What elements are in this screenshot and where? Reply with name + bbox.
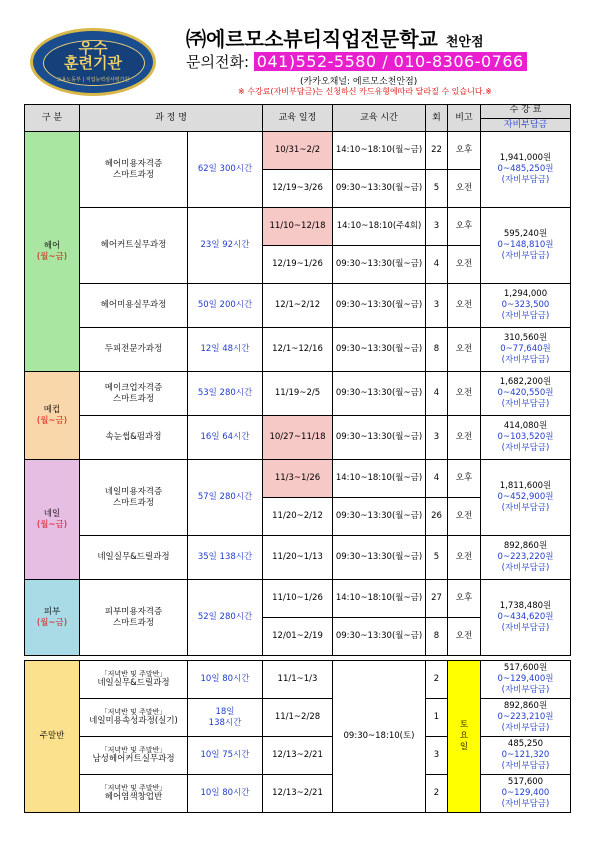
course-duration: 23일 92시간: [188, 208, 263, 284]
fee-label: (자비부담금): [501, 355, 550, 365]
time-cell: 09:30~13:30(월~금): [333, 328, 426, 372]
category-name: 메컵: [43, 404, 61, 415]
fee-cell: [481, 536, 571, 580]
course-rows: [25, 132, 571, 813]
table-row-weekend: [25, 775, 571, 813]
round-cell: 3: [426, 737, 448, 775]
table-row: [25, 372, 571, 416]
round-cell: 4: [426, 460, 448, 498]
seal-caption: 고용노동부 | 직업능력심사평가원: [56, 77, 130, 83]
kakao-channel: (카카오채널: 에르모소천안점): [300, 77, 418, 87]
table-row: [25, 536, 571, 580]
schedule-cell: 11/10~12/18: [263, 208, 333, 246]
round-cell: 8: [426, 328, 448, 372]
contact-line: [186, 51, 527, 72]
fee-cell: [481, 132, 571, 208]
course-duration: 35일 138시간: [188, 536, 263, 580]
course-duration: 10일 80시간: [188, 661, 263, 699]
table-row: [25, 132, 571, 170]
note-cell: 오전: [448, 498, 481, 536]
course-schedule-table: [24, 104, 571, 813]
day-cell: 토 요 일: [448, 661, 481, 813]
note-cell: 오전: [448, 536, 481, 580]
fee-total: 517,600: [507, 777, 544, 787]
schedule-cell: 11/1~2/28: [263, 699, 333, 737]
round-cell: 2: [426, 661, 448, 699]
table-row-weekend: [25, 737, 571, 775]
category-cell: 주말반: [25, 661, 80, 813]
fee-label: (자비부담금): [501, 251, 550, 261]
table-row: [25, 460, 571, 498]
category-days: (월~금): [36, 519, 68, 530]
fee-cell: [481, 661, 571, 699]
header-time: 교육 시간: [333, 105, 426, 132]
fee-label: (자비부담금): [501, 503, 550, 513]
weekend-tag: 「저녁반 및 주말반」: [100, 708, 167, 716]
fee-cell: [481, 284, 571, 328]
schedule-cell: 12/13~2/21: [263, 737, 333, 775]
course-duration: 10일 75시간: [188, 737, 263, 775]
course-duration: 16일 64시간: [188, 416, 263, 460]
time-cell: 09:30~13:30(월~금): [333, 284, 426, 328]
course-title: 네일미용속성과정(실기): [89, 716, 178, 726]
fee-label: (자비부담금): [501, 563, 550, 573]
fee-total: 485,250: [507, 739, 544, 749]
course-duration: 52일 280시간: [188, 580, 263, 656]
weekend-tag: 「저녁반 및 주말반」: [100, 746, 167, 754]
fee-label: (자비부담금): [501, 685, 550, 695]
schedule-cell: 11/3~1/26: [263, 460, 333, 498]
schedule-cell: 12/01~2/19: [263, 618, 333, 656]
note-cell: 오전: [448, 246, 481, 284]
course-name: [80, 775, 188, 813]
note-cell: 오전: [448, 416, 481, 460]
note-cell: 오전: [448, 372, 481, 416]
time-cell: 09:30~13:30(월~금): [333, 618, 426, 656]
fee-total: 1,682,200원: [499, 377, 552, 387]
fee-label: (자비부담금): [501, 311, 550, 321]
course-duration: 57일 280시간: [188, 460, 263, 536]
note-cell: 오후: [448, 580, 481, 618]
course-duration: 53일 280시간: [188, 372, 263, 416]
time-cell: 09:30~13:30(월~금): [333, 536, 426, 580]
branch-name: 천안점: [445, 35, 484, 50]
schedule-cell: 11/20~2/12: [263, 498, 333, 536]
note-cell: 오후: [448, 208, 481, 246]
phone-numbers[interactable]: 041)552-5580 / 010-8306-0766: [254, 52, 527, 71]
round-cell: 26: [426, 498, 448, 536]
schedule-cell: 12/13~2/21: [263, 775, 333, 813]
round-cell: 8: [426, 618, 448, 656]
fee-total: 892,860원: [503, 701, 548, 711]
header-course: 과 정 명: [80, 105, 263, 132]
fee-total: 414,080원: [503, 421, 548, 431]
course-duration: 18일 138시간: [188, 699, 263, 737]
fee-cell: [481, 328, 571, 372]
fee-cell: [481, 580, 571, 656]
round-cell: 5: [426, 536, 448, 580]
fee-self-pay: 0~485,250원: [497, 164, 554, 174]
fee-total: 595,240원: [503, 229, 548, 239]
schedule-cell: 11/10~1/26: [263, 580, 333, 618]
course-duration: 50일 200시간: [188, 284, 263, 328]
school-name: ㈜에르모소뷰티직업전문학교: [186, 27, 438, 51]
header: [0, 0, 595, 104]
time-cell: 14:10~18:10(주4회): [333, 208, 426, 246]
fee-total: 310,560원: [503, 333, 548, 343]
fee-total: 1,738,480원: [499, 601, 552, 611]
course-name: [80, 737, 188, 775]
note-cell: 오전: [448, 618, 481, 656]
header-category: 구 분: [25, 105, 80, 132]
round-cell: 3: [426, 208, 448, 246]
fee-self-pay: 0~103,520원: [497, 432, 554, 442]
seal-line2: 훈련기관: [64, 54, 122, 72]
fee-total: 517,600원: [503, 663, 548, 673]
note-cell: 오후: [448, 132, 481, 170]
course-name: 피부미용자격증 스마트과정: [80, 580, 188, 656]
time-cell: 09:30~13:30(월~금): [333, 170, 426, 208]
school-title: [186, 23, 484, 52]
course-title: 헤어염색창업반: [104, 792, 163, 802]
fee-self-pay: 0~129,400원: [497, 674, 554, 684]
table-row: [25, 416, 571, 460]
contact-label: 문의전화:: [186, 53, 250, 71]
category-cell: [25, 580, 80, 656]
fee-label: (자비부담금): [501, 443, 550, 453]
time-cell: 09:30~18:10(토): [333, 661, 426, 813]
fee-label: (자비부담금): [501, 399, 550, 409]
course-title: 네일실무&드릴과정: [97, 678, 170, 688]
note-cell: 오전: [448, 170, 481, 208]
table-row: [25, 208, 571, 246]
fee-label: (자비부담금): [501, 723, 550, 733]
course-name: 두피전문가과정: [80, 328, 188, 372]
fee-self-pay: 0~223,210원: [497, 712, 554, 722]
header-fee: 수 강 료 자비부담금: [481, 105, 571, 132]
table-row: [25, 284, 571, 328]
fee-cell: [481, 699, 571, 737]
schedule-cell: 11/1~1/3: [263, 661, 333, 699]
fee-self-pay: 0~77,640원: [500, 344, 551, 354]
fee-label: (자비부담금): [501, 761, 550, 771]
fee-total: 1,811,600원: [499, 481, 552, 491]
category-name: 네일: [43, 508, 61, 519]
time-cell: 09:30~13:30(월~금): [333, 246, 426, 284]
fee-cell: [481, 775, 571, 813]
table-row: [25, 580, 571, 618]
fee-label: (자비부담금): [501, 623, 550, 633]
note-cell: 오후: [448, 460, 481, 498]
time-cell: 14:10~18:10(월~금): [333, 460, 426, 498]
weekend-tag: 「저녁반 및 주말반」: [100, 784, 167, 792]
course-name: 네일실무&드릴과정: [80, 536, 188, 580]
fee-notice: ※ 수강료(자비부담금)는 신청하신 카드유형에따라 달라질 수 있습니다.※: [238, 87, 492, 96]
category-days: (월~금): [36, 415, 68, 426]
fee-total: 1,294,000: [503, 289, 548, 299]
weekend-tag: 「저녁반 및 주말반」: [100, 670, 167, 678]
schedule-cell: 12/1~2/12: [263, 284, 333, 328]
note-cell: 오전: [448, 328, 481, 372]
course-duration: 12일 48시간: [188, 328, 263, 372]
course-name: 헤어미용자격증 스마트과정: [80, 132, 188, 208]
category-name: 피부: [43, 606, 61, 617]
fee-cell: [481, 416, 571, 460]
time-cell: 14:10~18:10(월~금): [333, 580, 426, 618]
round-cell: 3: [426, 416, 448, 460]
time-cell: 14:10~18:10(월~금): [333, 132, 426, 170]
fee-cell: [481, 372, 571, 416]
round-cell: 3: [426, 284, 448, 328]
header-note: 비고: [448, 105, 481, 132]
table-row: [25, 328, 571, 372]
category-cell: [25, 460, 80, 580]
fee-label: (자비부담금): [501, 175, 550, 185]
schedule-cell: 10/27~11/18: [263, 416, 333, 460]
course-name: 헤어커트실무과정: [80, 208, 188, 284]
time-cell: 09:30~13:30(월~금): [333, 372, 426, 416]
course-duration: 62일 300시간: [188, 132, 263, 208]
round-cell: 4: [426, 372, 448, 416]
category-name: 헤어: [43, 240, 61, 251]
table-header-row: [25, 105, 571, 132]
round-cell: 22: [426, 132, 448, 170]
course-title: 남성헤어커트실무과정: [92, 754, 175, 764]
seal-line1: 우수: [78, 39, 108, 57]
fee-total: 1,941,000원: [499, 153, 552, 163]
note-cell: 오전: [448, 284, 481, 328]
fee-self-pay: 0~434,620원: [497, 612, 554, 622]
fee-cell: [481, 460, 571, 536]
fee-self-pay: 0~420,550원: [497, 388, 554, 398]
table-row-weekend: [25, 661, 571, 699]
schedule-cell: 12/1~12/16: [263, 328, 333, 372]
header-round: 회: [426, 105, 448, 132]
category-days: (월~금): [36, 617, 68, 628]
course-duration: 10일 80시간: [188, 775, 263, 813]
excellent-institution-seal: [30, 28, 156, 96]
course-name: 메이크업자격증 스마트과정: [80, 372, 188, 416]
fee-self-pay: 0~223,220원: [497, 552, 554, 562]
round-cell: 5: [426, 170, 448, 208]
fee-self-pay: 0~121,320: [501, 750, 550, 760]
fee-cell: [481, 737, 571, 775]
header-fee-sub: 자비부담금: [481, 118, 570, 131]
fee-total: 892,860원: [503, 541, 548, 551]
course-name: [80, 661, 188, 699]
table-row-weekend: [25, 699, 571, 737]
course-name: 속눈썹&펌과정: [80, 416, 188, 460]
time-cell: 09:30~13:30(월~금): [333, 416, 426, 460]
schedule-cell: 12/19~1/26: [263, 246, 333, 284]
schedule-cell: 10/31~2/2: [263, 132, 333, 170]
course-name: [80, 699, 188, 737]
category-days: (월~금): [36, 251, 68, 262]
fee-cell: [481, 208, 571, 284]
schedule-cell: 11/20~1/13: [263, 536, 333, 580]
round-cell: 2: [426, 775, 448, 813]
category-cell: [25, 372, 80, 460]
fee-self-pay: 0~148,810원: [497, 240, 554, 250]
fee-self-pay: 0~129,400: [501, 788, 550, 798]
round-cell: 4: [426, 246, 448, 284]
round-cell: 1: [426, 699, 448, 737]
fee-label: (자비부담금): [501, 799, 550, 809]
fee-self-pay: 0~452,900원: [497, 492, 554, 502]
schedule-cell: 12/19~3/26: [263, 170, 333, 208]
course-name: 헤어미용실무과정: [80, 284, 188, 328]
fee-self-pay: 0~323,500: [501, 300, 550, 310]
time-cell: 09:30~13:30(월~금): [333, 498, 426, 536]
header-schedule: 교육 일정: [263, 105, 333, 132]
course-name: 네일미용자격증 스마트과정: [80, 460, 188, 536]
schedule-cell: 11/19~2/5: [263, 372, 333, 416]
round-cell: 27: [426, 580, 448, 618]
category-cell: [25, 132, 80, 372]
